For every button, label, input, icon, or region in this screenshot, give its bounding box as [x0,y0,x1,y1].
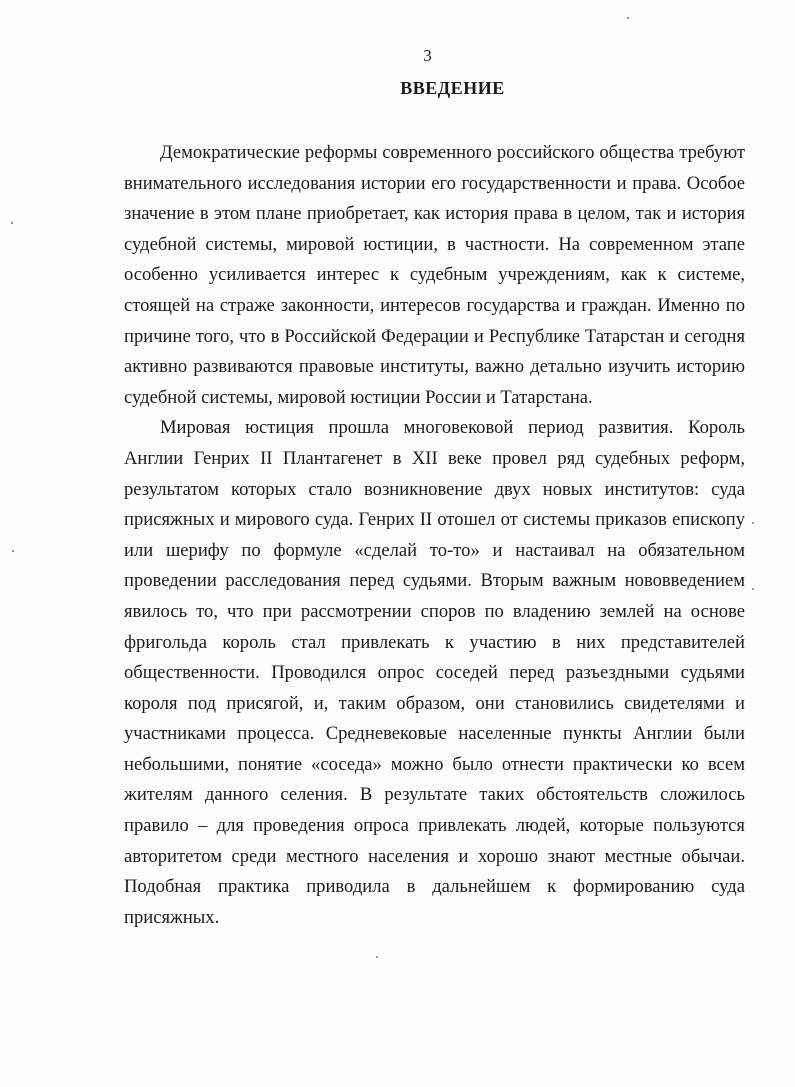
scan-speck [12,550,14,552]
scan-speck [752,522,754,524]
scan-speck [752,588,754,590]
page-number: 3 [423,46,432,65]
scan-speck [11,222,13,224]
body-text [124,138,745,933]
paragraph-1: Демократические реформы современного российского общества требуют внимательного исследования истории его государственности и права. Особое значение в этом плане приобретает, как история права в целом, так и история судебной системы, мировой юстиции, в частности. На современном этапе особенно усиливается интерес к судебным учреждениям, как к системе, стоящей на страже законности, интересов государства и граждан. Именно по причине того, что в Российской Федерации и Республике Татарстан и сегодня активно развиваются правовые институты, важно детально изучить историю судебной системы, мировой юстиции России и Татарстана. [124,142,745,408]
paragraph-2: Мировая юстиция прошла многовековой период развития. Король Англии Генрих II Плантагенет в XII веке провел ряд судебных реформ, результатом которых стало возникновение двух новых институтов: суда присяжных и мирового суда. Генрих II отошел от системы приказов епископу или шерифу по формуле «сделай то-то» и настаивал на обязательном проведении расследования перед судьями. Вторым важным нововведением явилось то, что при рассмотрении споров по владению землей на основе фригольда король стал привлекать к участию в них представителей общественности. Проводился опрос соседей перед разъездными судьями короля под присягой, и, таким образом, они становились свидетелями и участниками процесса. Средневековые населенные пункты Англии были небольшими, понятие «соседа» можно было отнести практически ко всем жителям данного селения. В результате таких обстоятельств сложилось правило – для проведения опроса привлекать людей, которые пользуются авторитетом среди местного населения и хорошо знают местные обычаи. Подобная практика приводила в дальнейшем к формированию суда присяжных. [124,417,745,928]
page-title: ВВЕДЕНИЕ [400,78,505,98]
scan-speck [376,956,378,958]
scan-speck [627,17,629,19]
